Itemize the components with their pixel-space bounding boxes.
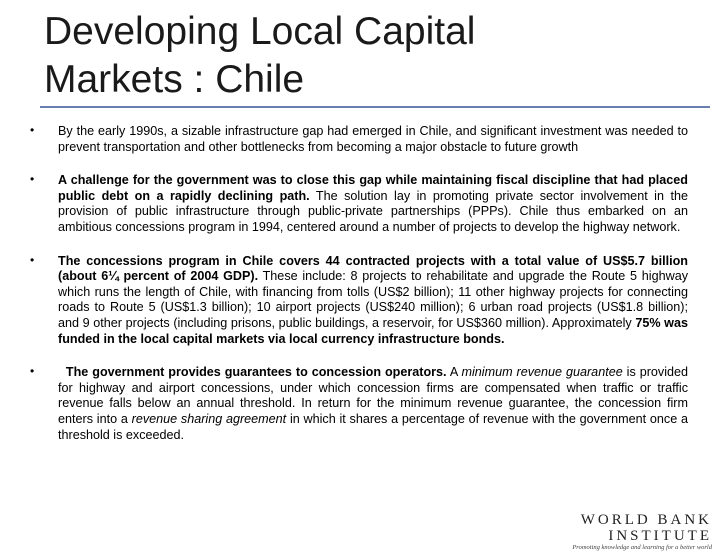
bullet-text-b: is provided for highway and airport concessions, under which concession firms are compensated when traffic or traffic revenue falls below an annual threshold. In return for the minimum revenue guarantee, the concession firm enters into a [58, 365, 689, 426]
bullet-text-a: A [446, 365, 462, 380]
bullet-icon: • [30, 364, 35, 379]
title-line-1: Developing Local Capital [44, 10, 476, 53]
bullet-text: By the early 1990s, a sizable infrastructure gap had emerged in Chile, and significant investment was needed to prevent transportation and other bottlenecks from becoming a major obstacle to future growth [58, 124, 688, 154]
bullet-list [30, 124, 688, 461]
bullet-icon: • [30, 172, 35, 187]
bullet-item-2 [30, 173, 688, 235]
footer-tagline: Promoting knowledge and learning for a better world [572, 544, 712, 551]
title-line-2: Markets : Chile [44, 58, 305, 101]
bullet-icon: • [30, 252, 35, 267]
bullet-item-3 [30, 254, 688, 348]
bullet-item-4 [30, 365, 688, 443]
footer-org-name: WORLD BANK INSTITUTE [580, 512, 712, 544]
bullet-italic-a: minimum revenue guarantee [461, 365, 623, 380]
bullet-bold-text: The concessions program in Chile covers 44 contracted projects with a total value of US$5.7 billion (about 6¼ percent of 2004 GDP). [58, 253, 688, 284]
bullet-italic-b: revenue sharing agreement [131, 411, 287, 426]
bullet-text-c: in which it shares a percentage of revenue with the government once a threshold is exceeded. [58, 411, 689, 442]
title-divider [40, 106, 710, 108]
page-title [44, 8, 684, 104]
bullet-text: The solution lay in promoting private sector involvement in the provision of public infrastructure through public-private partnerships (PPPs). Chile thus embarked on an ambitious concessions program in 1994, centered around a number of projects to develop the highway network. [58, 188, 688, 234]
bullet-item-1 [30, 124, 688, 155]
bullet-bold-text: A challenge for the government was to close this gap while maintaining fiscal discipline that had placed public debt on a rapidly declining path. [58, 173, 688, 203]
bullet-text: These include: 8 projects to rehabilitate and upgrade the Route 5 highway which runs the length of Chile, with financing from tolls (US$2 billion); 11 other highway projects for connecting roads to Route 5 (US$1.3 billion); 10 airport projects (US$240 million); 6 urban road projects (US$1.8 billion); and 9 other projects (including prisons, public buildings, a reservoir, for US$360 million). Approximately [58, 269, 688, 330]
bullet-icon: • [30, 123, 35, 137]
bullet-bold-text: The government provides guarantees to concession operators. [65, 365, 447, 380]
footer-logo [492, 512, 712, 552]
bullet-bold-text-2: 75% was funded in the local capital markets via local currency infrastructure bonds. [58, 315, 688, 346]
